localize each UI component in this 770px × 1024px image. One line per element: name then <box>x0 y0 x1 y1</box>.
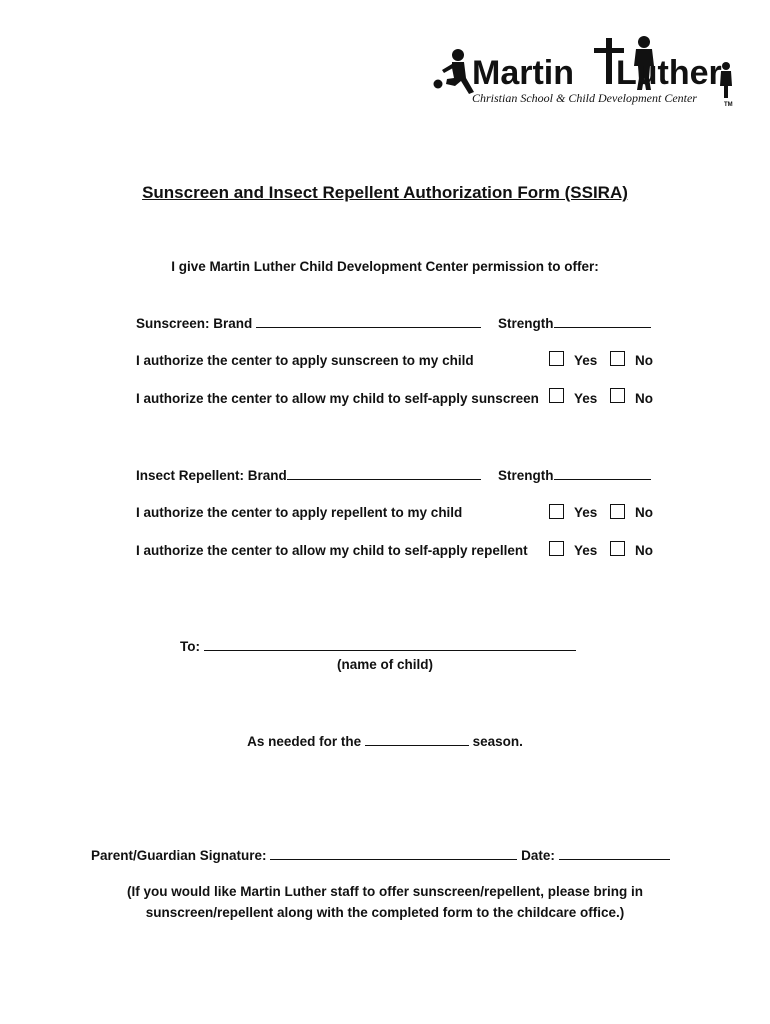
season-row <box>0 733 770 749</box>
signature-label: Parent/Guardian Signature: <box>91 848 267 863</box>
sunscreen-brand-row <box>136 315 481 331</box>
repellent-self-apply-no-label: No <box>635 543 653 558</box>
sunscreen-brand-field[interactable] <box>256 315 481 328</box>
season-field[interactable] <box>365 733 469 746</box>
sunscreen-brand-label: Sunscreen: Brand <box>136 316 253 331</box>
sunscreen-self-apply-question: I authorize the center to allow my child to self-apply sunscreen <box>136 391 539 406</box>
repellent-strength-row <box>498 467 651 483</box>
repellent-apply-no-label: No <box>635 505 653 520</box>
repellent-brand-field[interactable] <box>287 467 481 480</box>
repellent-apply-yes-checkbox[interactable] <box>549 504 564 519</box>
repellent-brand-row <box>136 467 481 483</box>
note-line-1: (If you would like Martin Luther staff to offer sunscreen/repellent, please bring in <box>126 884 644 899</box>
logo-tagline: Christian School & Child Development Center <box>472 91 697 105</box>
signature-row <box>91 847 670 863</box>
repellent-apply-no-checkbox[interactable] <box>610 504 625 519</box>
intro-text: I give Martin Luther Child Development Center permission to offer: <box>171 259 599 274</box>
child-name-caption: (name of child) <box>336 657 433 672</box>
instructions-note <box>0 881 770 923</box>
repellent-brand-label: Insect Repellent: Brand <box>136 468 287 483</box>
date-label: Date: <box>521 848 555 863</box>
sunscreen-apply-no-checkbox[interactable] <box>610 351 625 366</box>
child-figure-icon <box>720 62 732 98</box>
repellent-self-apply-yes-checkbox[interactable] <box>549 541 564 556</box>
to-label: To: <box>180 639 200 654</box>
sunscreen-apply-yes-checkbox[interactable] <box>549 351 564 366</box>
season-suffix: season. <box>472 734 523 749</box>
sunscreen-apply-no-label: No <box>635 353 653 368</box>
child-name-row <box>180 638 576 654</box>
sunscreen-apply-yes-label: Yes <box>574 353 598 368</box>
logo-name-part2: Luther <box>616 54 722 92</box>
sunscreen-self-apply-no-checkbox[interactable] <box>610 388 625 403</box>
repellent-self-apply-yes-label: Yes <box>574 543 598 558</box>
date-field[interactable] <box>559 847 670 860</box>
school-logo <box>428 34 740 110</box>
child-name-field[interactable] <box>204 638 576 651</box>
sunscreen-self-apply-yes-label: Yes <box>574 391 598 406</box>
repellent-self-apply-question: I authorize the center to allow my child to self-apply repellent <box>136 543 528 558</box>
logo-name-part1: Martin <box>472 54 574 92</box>
soccer-ball-icon <box>434 80 443 89</box>
season-prefix: As needed for the <box>247 734 362 749</box>
form-title: Sunscreen and Insect Repellent Authorization Form (SSIRA) <box>142 183 628 202</box>
repellent-apply-yes-label: Yes <box>574 505 598 520</box>
repellent-self-apply-no-checkbox[interactable] <box>610 541 625 556</box>
note-line-2: sunscreen/repellent along with the completed form to the childcare office.) <box>145 905 625 920</box>
kicking-child-icon <box>442 49 474 94</box>
repellent-strength-field[interactable] <box>554 467 651 480</box>
sunscreen-apply-question: I authorize the center to apply sunscreen to my child <box>136 353 474 368</box>
signature-field[interactable] <box>270 847 517 860</box>
logo-trademark: TM <box>724 102 733 108</box>
logo-graphic <box>428 34 740 110</box>
sunscreen-strength-row <box>498 315 651 331</box>
repellent-apply-question: I authorize the center to apply repellent to my child <box>136 505 463 520</box>
repellent-strength-label: Strength <box>498 468 554 483</box>
sunscreen-strength-label: Strength <box>498 316 554 331</box>
sunscreen-strength-field[interactable] <box>554 315 651 328</box>
sunscreen-self-apply-yes-checkbox[interactable] <box>549 388 564 403</box>
sunscreen-self-apply-no-label: No <box>635 391 653 406</box>
